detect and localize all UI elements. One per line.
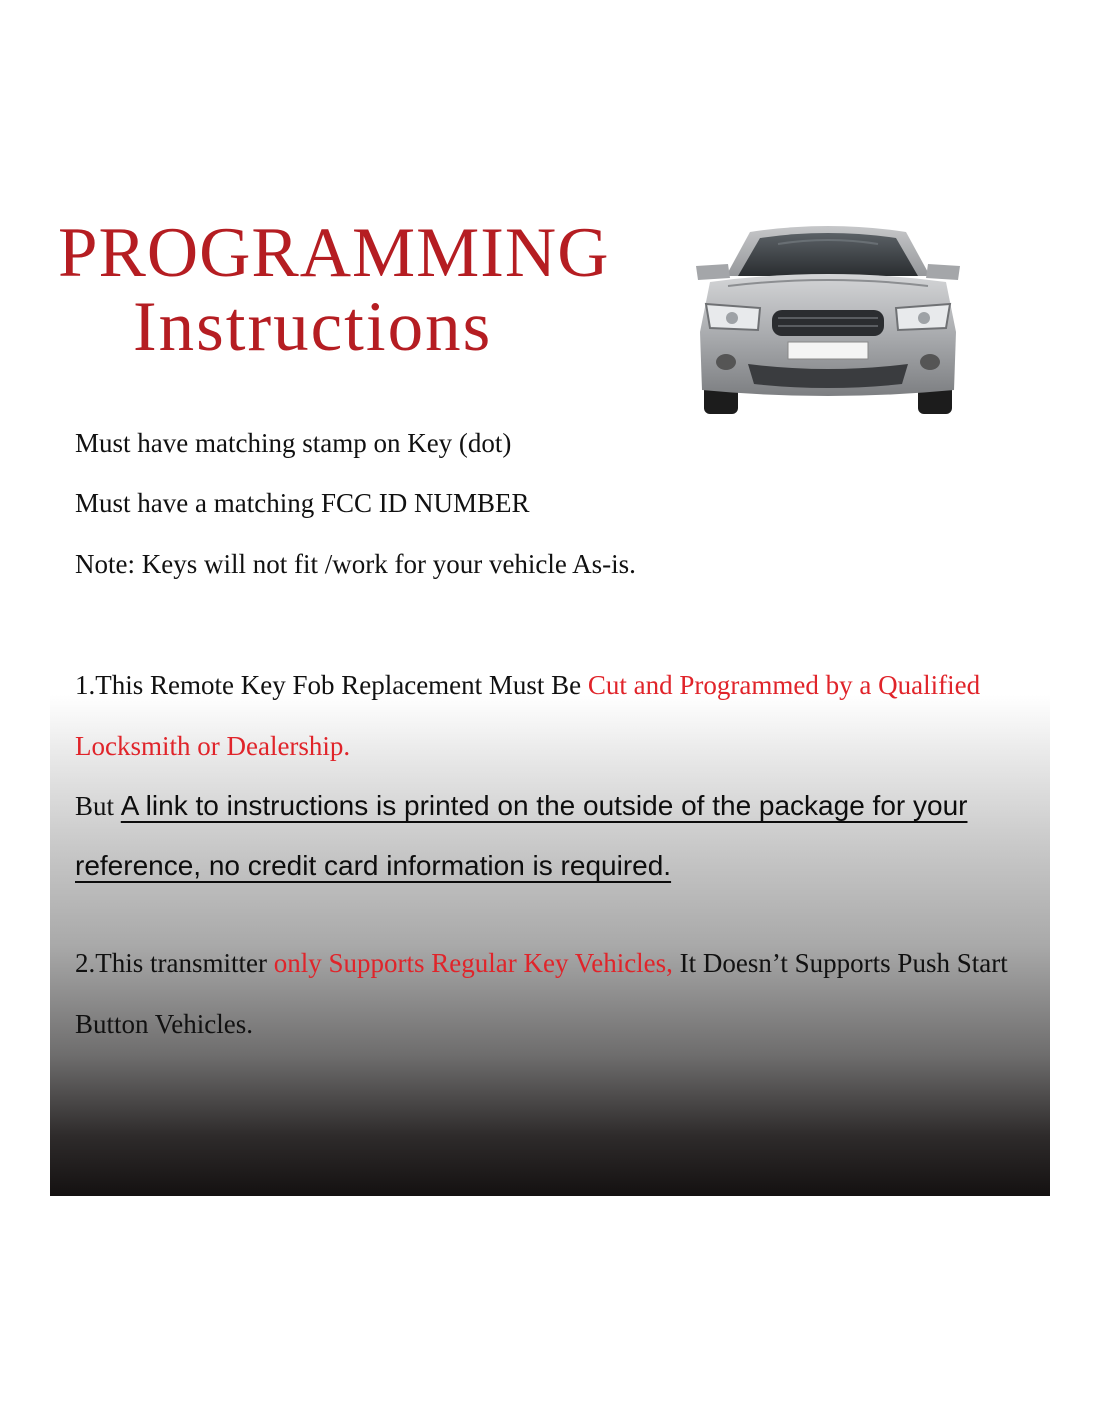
- gradient-background-panel: [50, 695, 1050, 1196]
- instruction-2-line-2: Button Vehicles.: [75, 1009, 253, 1039]
- instruction-1-highlight: Cut and Programmed by a Qualified: [587, 670, 981, 700]
- title-programming: PROGRAMMING: [58, 214, 610, 292]
- instruction-1-line-1: [75, 672, 980, 699]
- instruction-2-prefix: 2.This transmitter: [75, 948, 274, 978]
- link-note-line-2: [75, 852, 671, 880]
- instruction-2-highlight: only Supports Regular Key Vehicles,: [273, 948, 673, 978]
- requirement-stamp: Must have matching stamp on Key (dot): [75, 428, 512, 458]
- title-instructions: Instructions: [133, 288, 493, 366]
- car-icon: [688, 222, 968, 418]
- note-fit: Note: Keys will not fit /work for your vehicle As-is.: [75, 549, 636, 579]
- link-note-text-continued: reference, no credit card information is required.: [75, 850, 672, 881]
- instruction-1-prefix: 1.This Remote Key Fob Replacement Must Be: [75, 670, 588, 700]
- instruction-1-line-2: Locksmith or Dealership.: [75, 731, 351, 761]
- instruction-2-line-1: [75, 950, 1008, 977]
- requirement-fcc-id: Must have a matching FCC ID NUMBER: [75, 488, 530, 518]
- link-note-line-1: [75, 792, 967, 820]
- instruction-2-suffix: It Doesn’t Supports Push Start: [672, 948, 1008, 978]
- link-note-text: A link to instructions is printed on the outside of the package for your: [120, 790, 968, 821]
- link-note-prefix: But: [75, 791, 121, 821]
